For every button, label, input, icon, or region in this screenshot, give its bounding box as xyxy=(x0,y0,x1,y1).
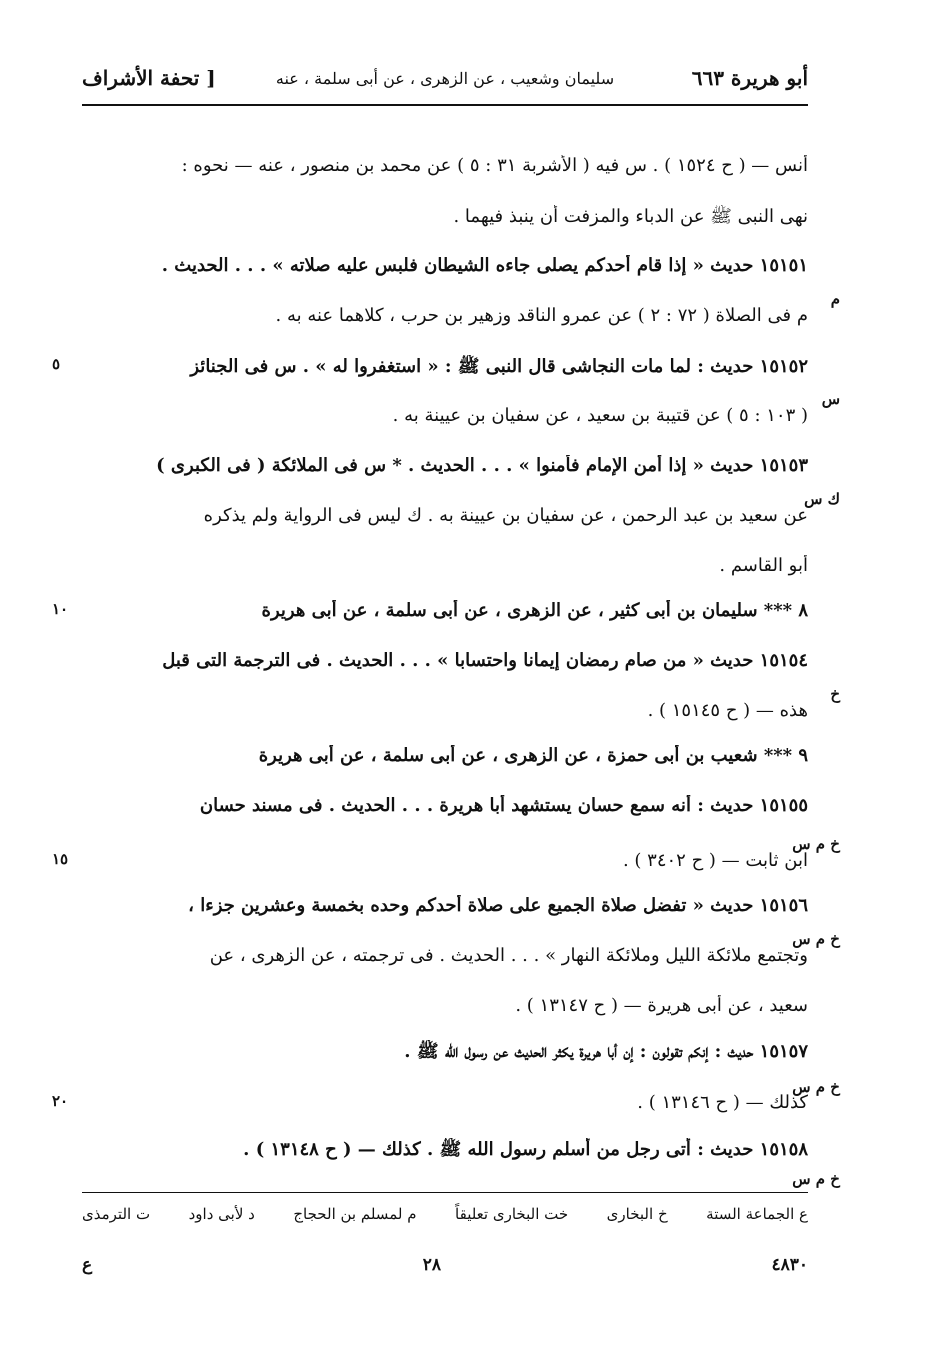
footer-rule xyxy=(82,1192,808,1193)
text-line: نهى النبى ﷺ عن الدباء والمزفت أن ينبذ فيهما . xyxy=(453,206,808,227)
sigla-mark: م xyxy=(830,290,840,308)
text-line: وتجتمع ملائكة الليل وملائكة النهار » . . . الحديث . فى ترجمته ، عن الزهرى ، عن xyxy=(209,945,808,966)
sigla-mark: ك س xyxy=(804,490,840,508)
text-line: ( ١٠٣ : ٥ ) عن قتيبة بن سعيد ، عن سفيان بن عيينة به . xyxy=(392,405,808,426)
text-line: أبو القاسم . xyxy=(719,555,808,576)
sigla-mark: س xyxy=(821,390,840,408)
sigla-legend xyxy=(82,1205,808,1223)
sigla-mark: خ م س xyxy=(792,930,840,948)
text-line: هذه — ( ح ١٥١٤٥ ) . xyxy=(647,700,808,721)
sigla-mark: خ م س xyxy=(792,835,840,853)
sigla-legend-item: خ البخارى xyxy=(606,1205,668,1223)
running-head-center: سليمان وشعيب ، عن الزهرى ، عن أبى سلمة ، عنه xyxy=(275,68,615,88)
margin-line-number: ١٠ xyxy=(52,600,69,618)
hadith-entry-15154: ١٥١٥٤ حديث « من صام رمضان إيمانا واحتسابا » . . . الحديث . فى الترجمة التى قبل xyxy=(162,650,808,671)
hadith-entry-15157: ١٥١٥٧ حديث : إنكم تقولون : إن أبا هريرة يكثر الحديث عن رسول الله ﷺ . xyxy=(404,1041,808,1062)
text-line: عن سعيد بن عبد الرحمن ، عن سفيان بن عيينة به . ك ليس فى الرواية ولم يذكره xyxy=(203,505,808,526)
hadith-entry-15152: ١٥١٥٢ حديث : لما مات النجاشى قال النبى ﷺ : « استغفروا له » . س فى الجنائز xyxy=(190,356,808,377)
header-rule xyxy=(82,104,808,106)
sigla-mark: خ م س xyxy=(792,1078,840,1096)
running-head-right: أبو هريرة ٦٦٣ xyxy=(691,66,808,90)
hadith-entry-15151: ١٥١٥١ حديث « إذا قام أحدكم يصلى جاءه الشيطان فلبس عليه صلاته » . . . الحديث . xyxy=(161,255,808,276)
sigla-mark: خ م س xyxy=(792,1170,840,1188)
text-line: أنس — ( ح ١٥٢٤ ) . س فيه ( الأشربة ٣١ : ٥ ) عن محمد بن منصور ، عنه — نحوه : xyxy=(181,155,808,176)
footer-right-number: ٤٨٣٠ xyxy=(771,1255,808,1275)
hadith-entry-15155: ١٥١٥٥ حديث : أنه سمع حسان يستشهد أبا هريرة . . . الحديث . فى مسند حسان xyxy=(199,795,808,816)
margin-line-number: ٥ xyxy=(52,355,61,373)
hadith-entry-15156: ١٥١٥٦ حديث « تفضل صلاة الجميع على صلاة أحدكم وحده بخمسة وعشرين جزءا ، xyxy=(188,895,808,916)
margin-line-number: ٢٠ xyxy=(52,1092,69,1110)
text-line: ابن ثابت — ( ح ٣٤٠٢ ) . xyxy=(622,850,808,871)
hadith-entry-15153: ١٥١٥٣ حديث « إذا أمن الإمام فأمنوا » . . . الحديث . * س فى الملائكة ( فى الكبرى ) xyxy=(156,455,808,476)
margin-line-number: ١٥ xyxy=(52,850,69,868)
page-footer xyxy=(82,1255,808,1275)
text-line: م فى الصلاة ( ٧٢ : ٢ ) عن عمرو الناقد وزهير بن حرب ، كلاهما عنه به . xyxy=(275,305,808,326)
sigla-legend-item: ع الجماعة الستة xyxy=(706,1205,808,1223)
sigla-legend-item: م لمسلم بن الحجاج xyxy=(293,1205,417,1223)
footer-left-mark: ع xyxy=(82,1255,93,1275)
page-number: ٢٨ xyxy=(422,1255,441,1275)
text-line: سعيد ، عن أبى هريرة — ( ح ١٣١٤٧ ) . xyxy=(515,995,808,1016)
sigla-legend-item: ت الترمذى xyxy=(82,1205,151,1223)
running-head-left: [ تحفة الأشراف xyxy=(82,66,216,90)
hadith-entry-15158: ١٥١٥٨ حديث : أتى رجل من أسلم رسول الله ﷺ . كذلك — ( ح ١٣١٤٨ ) . xyxy=(243,1139,808,1160)
sigla-legend-item: د لأبى داود xyxy=(188,1205,255,1223)
chain-heading-9: ٩ *** شعيب بن أبى حمزة ، عن الزهرى ، عن أبى سلمة ، عن أبى هريرة xyxy=(258,745,808,766)
text-line: كذلك — ( ح ١٣١٤٦ ) . xyxy=(637,1092,808,1113)
sigla-mark: خ xyxy=(830,685,840,703)
running-head xyxy=(82,58,808,98)
chain-heading-8: ٨ *** سليمان بن أبى كثير ، عن الزهرى ، عن أبى سلمة ، عن أبى هريرة xyxy=(261,600,808,621)
sigla-legend-item: خت البخارى تعليقاً xyxy=(455,1205,569,1223)
